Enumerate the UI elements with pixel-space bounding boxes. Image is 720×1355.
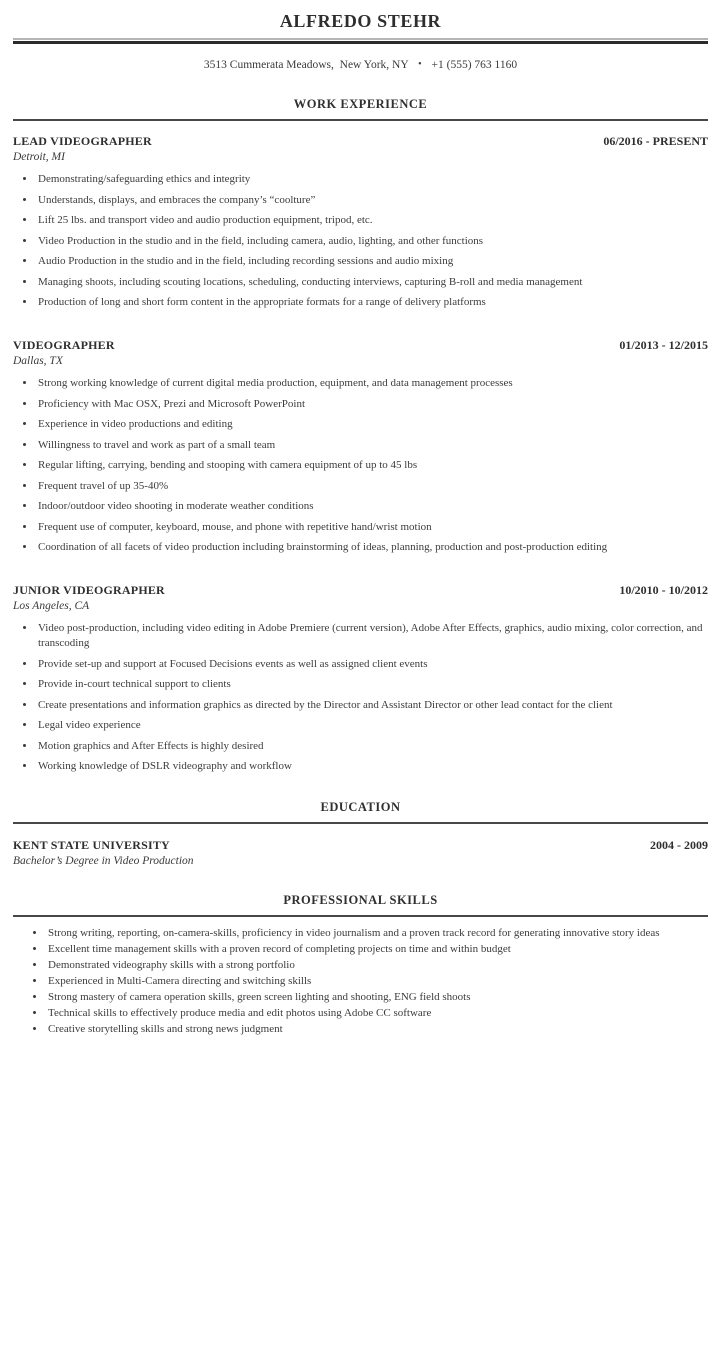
degree-name: Bachelor’s Degree in Video Production — [13, 855, 194, 867]
job-bullet: • Provide set-up and support at Focused Decisions events as well as assigned client events — [36, 657, 708, 672]
job-bullet: • Demonstrating/safeguarding ethics and integrity — [36, 172, 708, 187]
job-bullet: • Strong working knowledge of current digital media production, equipment, and data management processes — [36, 376, 708, 391]
job-bullet: • Managing shoots, including scouting locations, scheduling, conducting interviews, capturing B-roll and media management — [36, 275, 708, 290]
job-bullet-list — [13, 172, 708, 310]
job-location: Los Angeles, CA — [13, 600, 90, 612]
job-bullet: • Regular lifting, carrying, bending and stooping with camera equipment of up to 45 lbs — [36, 458, 708, 473]
job-bullet: • Frequent travel of up 35-40% — [36, 479, 708, 494]
job-dates: 01/2013 - 12/2015 — [619, 338, 708, 352]
name-divider-thin-line — [13, 38, 708, 40]
job-title: JUNIOR VIDEOGRAPHER — [13, 583, 165, 597]
job-title: LEAD VIDEOGRAPHER — [13, 134, 152, 148]
job-bullet: • Provide in-court technical support to clients — [36, 677, 708, 692]
skill-bullet: • Excellent time management skills with a proven record of completing projects on time and within budget — [46, 942, 708, 958]
section-rule — [13, 822, 708, 824]
job-bullet: • Motion graphics and After Effects is highly desired — [36, 739, 708, 754]
job-bullet: • Working knowledge of DSLR videography and workflow — [36, 759, 708, 774]
education-heading: EDUCATION — [320, 800, 401, 814]
school-name: KENT STATE UNIVERSITY — [13, 838, 170, 852]
job-bullet: • Experience in video productions and editing — [36, 417, 708, 432]
job-bullet: • Video Production in the studio and in the field, including camera, audio, lighting, and other functions — [36, 234, 708, 249]
jobs-container — [13, 134, 708, 774]
job-bullet: • Coordination of all facets of video production including brainstorming of ideas, planning, production and post-production editing — [36, 540, 708, 555]
section-rule — [13, 915, 708, 917]
job-dates: 06/2016 - PRESENT — [603, 134, 708, 148]
job-bullet-list — [13, 376, 708, 555]
job-bullet: • Willingness to travel and work as part of a small team — [36, 438, 708, 453]
skill-bullet: • Strong writing, reporting, on-camera-skills, proficiency in video journalism and a proven track record for generating innovative story ideas — [46, 926, 708, 942]
education-dates: 2004 - 2009 — [650, 838, 708, 852]
job-title: VIDEOGRAPHER — [13, 338, 115, 352]
job-bullet: • Understands, displays, and embraces the company’s “coolture” — [36, 193, 708, 208]
job-bullet: • Create presentations and information graphics as directed by the Director and Assistant Director or other lead contact for the client — [36, 698, 708, 713]
job-bullet: • Lift 25 lbs. and transport video and audio production equipment, tripod, etc. — [36, 213, 708, 228]
professional-skills-heading: PROFESSIONAL SKILLS — [283, 893, 438, 907]
job-bullet: • Legal video experience — [36, 718, 708, 733]
skills-list — [13, 926, 708, 1038]
job-bullet: • Audio Production in the studio and in the field, including recording sessions and audio mixing — [36, 254, 708, 269]
section-work-experience — [13, 97, 708, 774]
contact-line — [13, 59, 708, 71]
education-container — [13, 838, 708, 867]
skill-bullet: • Technical skills to effectively produce media and edit photos using Adobe CC software — [46, 1006, 708, 1022]
job-entry — [13, 134, 708, 310]
job-entry — [13, 583, 708, 774]
skill-bullet: • Strong mastery of camera operation skills, green screen lighting and shooting, ENG field shoots — [46, 990, 708, 1006]
section-rule — [13, 119, 708, 121]
job-bullet: • Proficiency with Mac OSX, Prezi and Microsoft PowerPoint — [36, 397, 708, 412]
section-professional-skills — [13, 893, 708, 1038]
name-divider-thick-line — [13, 41, 708, 44]
skill-bullet: • Creative storytelling skills and strong news judgment — [46, 1022, 708, 1038]
person-name: ALFREDO STEHR — [279, 11, 442, 31]
work-experience-heading: WORK EXPERIENCE — [293, 97, 428, 111]
skill-bullet: • Experienced in Multi-Camera directing and switching skills — [46, 974, 708, 990]
job-header — [13, 134, 708, 149]
job-dates: 10/2010 - 10/2012 — [619, 583, 708, 597]
job-entry — [13, 338, 708, 555]
job-header — [13, 338, 708, 353]
job-bullet-list — [13, 621, 708, 774]
job-location: Dallas, TX — [13, 355, 63, 367]
job-bullet: • Production of long and short form content in the appropriate formats for a range of delivery platforms — [36, 295, 708, 310]
job-bullet: • Video post-production, including video editing in Adobe Premiere (current version), Adobe After Effects, graphics, audio mixing, color correction, and transcoding — [36, 621, 708, 651]
job-bullet: • Indoor/outdoor video shooting in moderate weather conditions — [36, 499, 708, 514]
job-header — [13, 583, 708, 598]
name-divider — [13, 38, 708, 44]
contact-phone: +1 (555) 763 1160 — [431, 59, 518, 71]
bullet-separator: • — [418, 59, 422, 70]
job-location: Detroit, MI — [13, 151, 65, 163]
education-header — [13, 838, 708, 853]
education-entry — [13, 838, 708, 867]
skill-bullet: • Demonstrated videography skills with a strong portfolio — [46, 958, 708, 974]
section-education — [13, 800, 708, 867]
contact-address: 3513 Cummerata Meadows, New York, NY — [203, 59, 409, 71]
job-bullet: • Frequent use of computer, keyboard, mouse, and phone with repetitive hand/wrist motion — [36, 520, 708, 535]
